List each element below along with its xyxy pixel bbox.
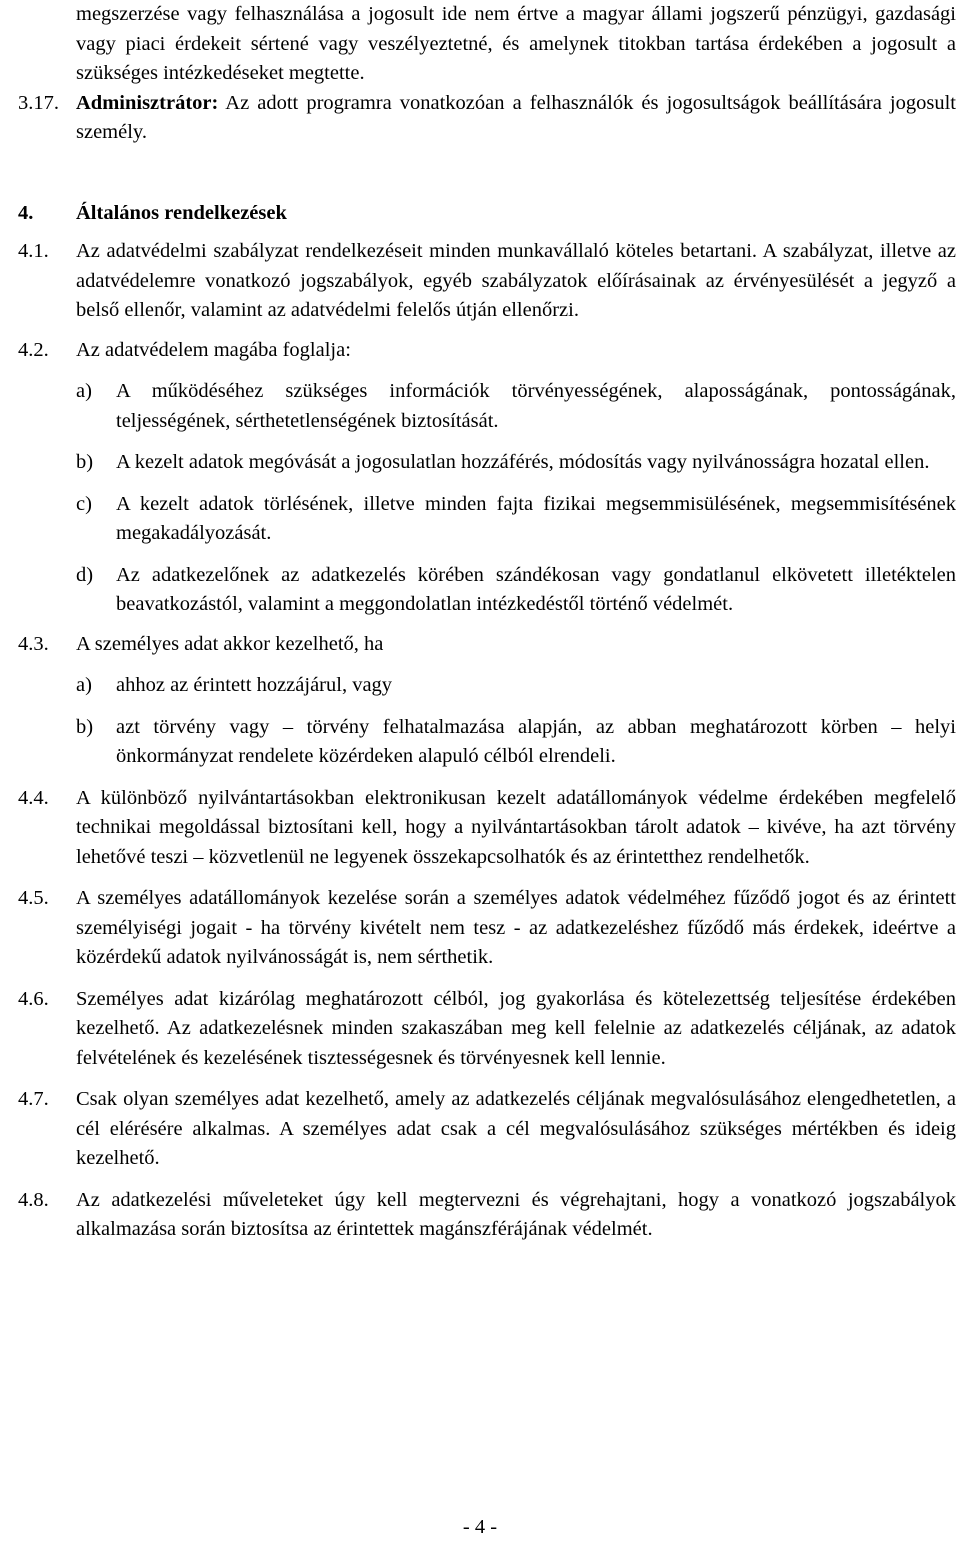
- section-title: Általános rendelkezések: [76, 201, 287, 224]
- clause-number: 4.6.: [18, 987, 49, 1010]
- definition-term: Adminisztrátor:: [76, 91, 219, 114]
- list-letter: b): [76, 715, 94, 738]
- clause-number: 4.1.: [18, 240, 49, 262]
- clause-4-1: [18, 237, 956, 326]
- clause-number: 3.17.: [18, 91, 59, 114]
- clause-3-17-text: [76, 89, 956, 148]
- clause-text: A személyes adat akkor kezelhető, ha: [76, 632, 384, 655]
- clause-text: Az adatvédelmi szabályzat rendelkezéseit minden munkavállaló köteles betartani. A szabályzat, illetve az adatvédelemre vonatkozó jogszabályok, egyéb szabályzatok előírásainak az érvényesülését a jegyző a belső ellenőr, valamint az adatvédelmi felelős útján ellenőrzi.: [76, 240, 956, 321]
- continuation-paragraph: megszerzése vagy felhasználása a jogosult ide nem értve a magyar állami jogszerű pénzügyi, gazdasági vagy piaci érdekeit sértené vagy veszélyeztetné, és amelynek titokban tartása érdekében a jogosult a szükséges intézkedéseket megtette.: [76, 3, 956, 84]
- clause-3-17: [18, 89, 956, 148]
- clause-4-2-list: [76, 377, 956, 620]
- list-letter: a): [76, 674, 92, 696]
- section-number: 4.: [18, 201, 34, 224]
- list-item-text: azt törvény vagy – törvény felhatalmazása alapján, az abban meghatározott körben – helyi önkormányzat rendelete közérdeken alapuló célból elrendeli.: [116, 715, 956, 767]
- list-item-text: A kezelt adatok megóvását a jogosulatlan hozzáférés, módosítás vagy nyilvánosságra hozatal ellen.: [116, 451, 930, 473]
- list-item: [76, 490, 956, 549]
- list-letter: a): [76, 380, 92, 402]
- clause-text: A személyes adatállományok kezelése során a személyes adatok védelméhez fűződő jogot és az érintett személyiségi jogait - ha törvény kivételt nem tesz - az adatkezeléshez fűződő más érdekek, ideértve a közérdekű adatok nyilvánosságát is, nem sérthetik.: [76, 887, 956, 968]
- section-4-heading: [18, 199, 956, 229]
- clause-number: 4.7.: [18, 1088, 49, 1110]
- clause-4-3-list: [76, 671, 956, 772]
- definition-text: Az adott programra vonatkozóan a felhasználók és jogosultságok beállítására jogosult személy.: [76, 91, 956, 143]
- list-item: [76, 561, 956, 620]
- clause-4-2: [18, 336, 956, 620]
- list-item-text: A kezelt adatok törlésének, illetve minden fajta fizikai megsemmisülésének, megsemmisítésének megakadályozását.: [116, 492, 956, 544]
- list-item-text: ahhoz az érintett hozzájárul, vagy: [116, 674, 393, 696]
- clause-text: Személyes adat kizárólag meghatározott célból, jog gyakorlása és kötelezettség teljesítése érdekében kezelhető. Az adatkezelésnek minden szakaszában meg kell felelnie az adatkezelés céljának, az adatok felvételének és kezelésének tisztességesnek és törvényesnek kell lennie.: [76, 987, 956, 1069]
- clause-4-4: [18, 784, 956, 873]
- clause-4-3: [18, 630, 956, 772]
- list-item: [76, 671, 956, 701]
- clause-text: Csak olyan személyes adat kezelhető, amely az adatkezelés céljának megvalósulásához elengedhetetlen, a cél elérésére alkalmas. A személyes adat csak a cél megvalósulásához szükséges mértékben és ideig kezelhető.: [76, 1088, 956, 1169]
- clause-number: 4.4.: [18, 786, 49, 809]
- list-letter: c): [76, 492, 92, 515]
- clause-text: Az adatvédelem magába foglalja:: [76, 338, 351, 361]
- list-item: [76, 448, 956, 478]
- list-item-text: A működéséhez szükséges információk törvényességének, alaposságának, pontosságának, teljességének, sérthetetlenségének biztosítását.: [116, 380, 956, 432]
- clause-number: 4.5.: [18, 887, 49, 909]
- clause-number: 4.2.: [18, 338, 49, 361]
- list-letter: d): [76, 563, 94, 586]
- clause-4-5: [18, 884, 956, 973]
- page-number: - 4 -: [462, 1516, 498, 1538]
- document-page: [18, 0, 956, 1245]
- clause-text: A különböző nyilvántartásokban elektronikusan kezelt adatállományok védelme érdekében megfelelő technikai megoldással biztosítani kell, hogy a nyilvántartásokban tárolt adatok – kivéve, ha azt törvény lehetővé teszi – közvetlenül ne legyenek összekapcsolhatók és az érintetthez rendelhetők.: [76, 786, 956, 868]
- clause-4-6: [18, 985, 956, 1074]
- clause-text: Az adatkezelési műveleteket úgy kell megtervezni és végrehajtani, hogy a vonatkozó jogszabályok alkalmazása során biztosítsa az érintettek magánszférájának védelmét.: [76, 1188, 956, 1240]
- list-letter: b): [76, 451, 94, 473]
- clause-4-7: [18, 1085, 956, 1174]
- list-item: [76, 377, 956, 436]
- clause-number: 4.8.: [18, 1188, 49, 1211]
- list-item-text: Az adatkezelőnek az adatkezelés körében szándékosan vagy gondatlanul elkövetett illetéktelen beavatkozástól, valamint a meggondolatlan intézkedéstől történő védelmét.: [116, 563, 956, 615]
- clause-number: 4.3.: [18, 632, 49, 655]
- list-item: [76, 713, 956, 772]
- clause-4-8: [18, 1186, 956, 1245]
